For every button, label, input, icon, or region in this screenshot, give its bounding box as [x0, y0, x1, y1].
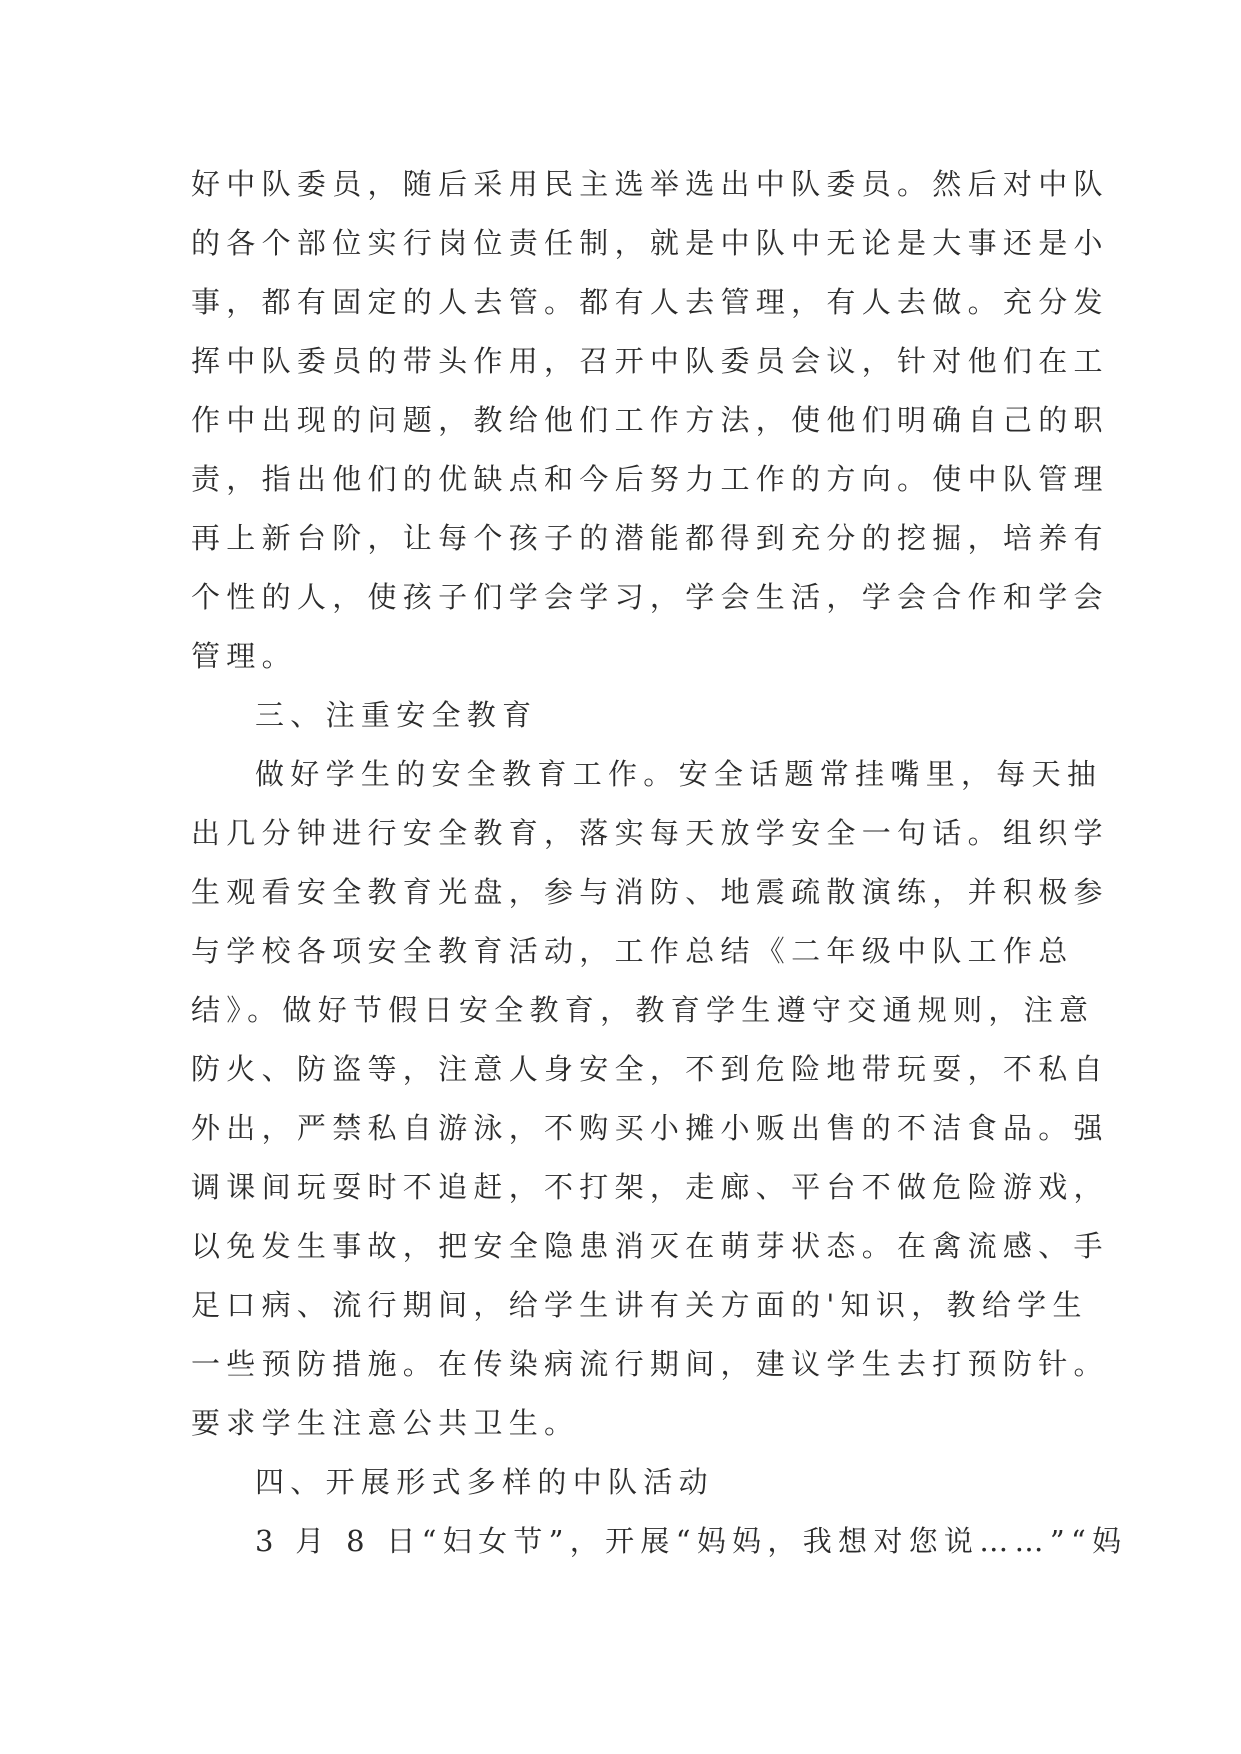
text-line: 生观看安全教育光盘，参与消防、地震疏散演练，并积极参: [191, 875, 1109, 909]
text-line: 出几分钟进行安全教育，落实每天放学安全一句话。组织学: [191, 816, 1109, 850]
paragraph-class-committee: [191, 155, 1109, 686]
text-line: 防火、防盗等，注意人身安全，不到危险地带玩耍，不私自: [191, 1052, 1109, 1086]
text-line: 做好学生的安全教育工作。安全话题常挂嘴里，每天抽: [255, 757, 1103, 791]
text-line: 调课间玩耍时不追赶，不打架，走廊、平台不做危险游戏，: [191, 1170, 1109, 1204]
section-heading-activities: 四、开展形式多样的中队活动: [255, 1465, 714, 1499]
paragraph-safety-education: [191, 745, 1109, 1453]
paragraph-activities: [191, 1512, 1128, 1571]
document-body: [191, 155, 1128, 1571]
text-line: 与学校各项安全教育活动，工作总结《二年级中队工作总: [191, 934, 1074, 968]
text-line: 3 月 8 日“妇女节”，开展“妈妈，我想对您说……”“妈: [255, 1524, 1128, 1558]
text-line: 以免发生事故，把安全隐患消灭在萌芽状态。在禽流感、手: [191, 1229, 1109, 1263]
text-line: 事，都有固定的人去管。都有人去管理，有人去做。充分发: [191, 285, 1109, 319]
text-line: 作中出现的问题，教给他们工作方法，使他们明确自己的职: [191, 403, 1109, 437]
text-line: 外出，严禁私自游泳，不购买小摊小贩出售的不洁食品。强: [191, 1111, 1109, 1145]
text-line: 责，指出他们的优缺点和今后努力工作的方向。使中队管理: [191, 462, 1109, 496]
text-line: 的各个部位实行岗位责任制，就是中队中无论是大事还是小: [191, 226, 1109, 260]
text-line: 一些预防措施。在传染病流行期间，建议学生去打预防针。: [191, 1347, 1109, 1381]
text-line: 结》。做好节假日安全教育，教育学生遵守交通规则，注意: [191, 993, 1095, 1027]
text-line: 足口病、流行期间，给学生讲有关方面的'知识，教给学生: [191, 1288, 1088, 1322]
section-heading-safety: 三、注重安全教育: [255, 698, 538, 732]
text-line: 管理。: [191, 639, 297, 673]
text-line: 个性的人，使孩子们学会学习，学会生活，学会合作和学会: [191, 580, 1109, 614]
text-line: 要求学生注意公共卫生。: [191, 1406, 580, 1440]
text-line: 挥中队委员的带头作用，召开中队委员会议，针对他们在工: [191, 344, 1109, 378]
text-line: 再上新台阶，让每个孩子的潜能都得到充分的挖掘，培养有: [191, 521, 1109, 555]
text-line: 好中队委员，随后采用民主选举选出中队委员。然后对中队: [191, 167, 1109, 201]
